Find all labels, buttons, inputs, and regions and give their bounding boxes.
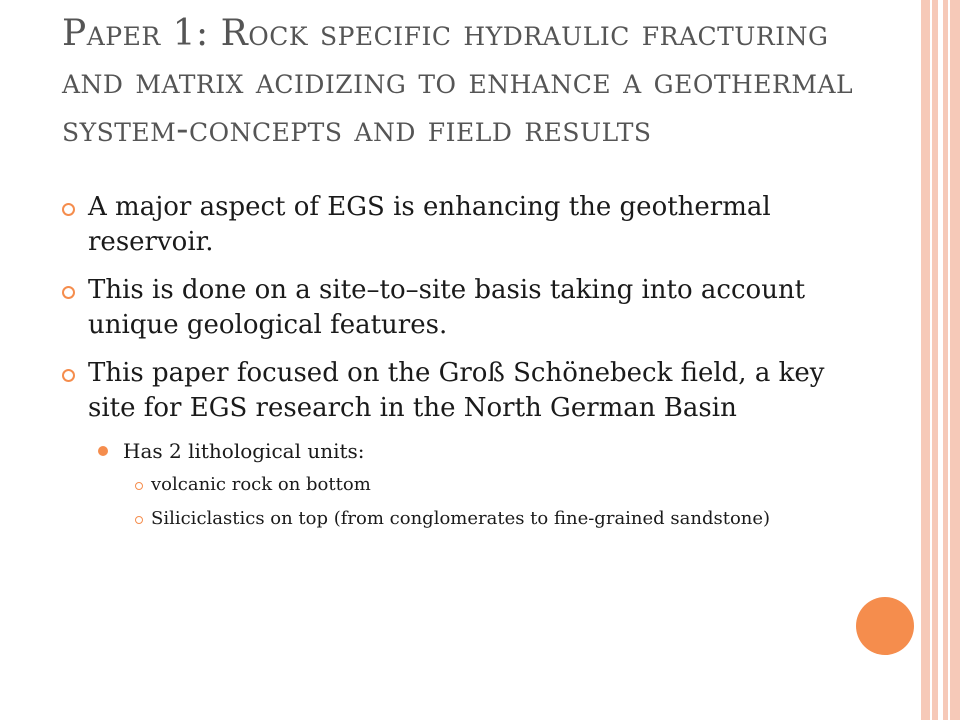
decorative-circle	[856, 597, 914, 655]
bullet-text: This is done on a site–to–site basis taking into account unique geological features.	[88, 275, 806, 340]
bullet-item	[62, 356, 862, 426]
slide-title: Paper 1: Rock specific hydraulic fracturing and matrix acidizing to enhance a geothermal system-concepts and field results	[62, 13, 854, 150]
sub-bullet-item	[98, 437, 862, 465]
bullet-item	[62, 273, 862, 343]
bullet-text: A major aspect of EGS is enhancing the geothermal reservoir.	[88, 192, 771, 257]
bullet-ring-icon	[62, 203, 75, 216]
bullet-text: This paper focused on the Groß Schönebeck field, a key site for EGS research in the North German Basin	[88, 358, 825, 423]
sub-sub-bullet-text: Siliciclastics on top (from conglomerates to fine-grained sandstone)	[151, 508, 771, 529]
bullet-ring-icon	[62, 286, 75, 299]
sub-sub-bullet-item	[135, 507, 862, 531]
decorative-stripe	[948, 0, 950, 720]
bullet-small-ring-icon	[135, 516, 143, 524]
bullet-item	[62, 190, 862, 260]
decorative-stripe	[930, 0, 932, 720]
bullet-ring-icon	[62, 369, 75, 382]
sub-sub-bullet-item	[135, 473, 862, 497]
sub-bullet-text: Has 2 lithological units:	[123, 439, 365, 463]
slide-body	[62, 190, 862, 541]
decorative-stripe	[938, 0, 943, 720]
bullet-dot-icon	[98, 446, 108, 456]
bullet-small-ring-icon	[135, 482, 143, 490]
decorative-stripe	[918, 0, 921, 720]
sub-sub-bullet-text: volcanic rock on bottom	[151, 474, 371, 495]
